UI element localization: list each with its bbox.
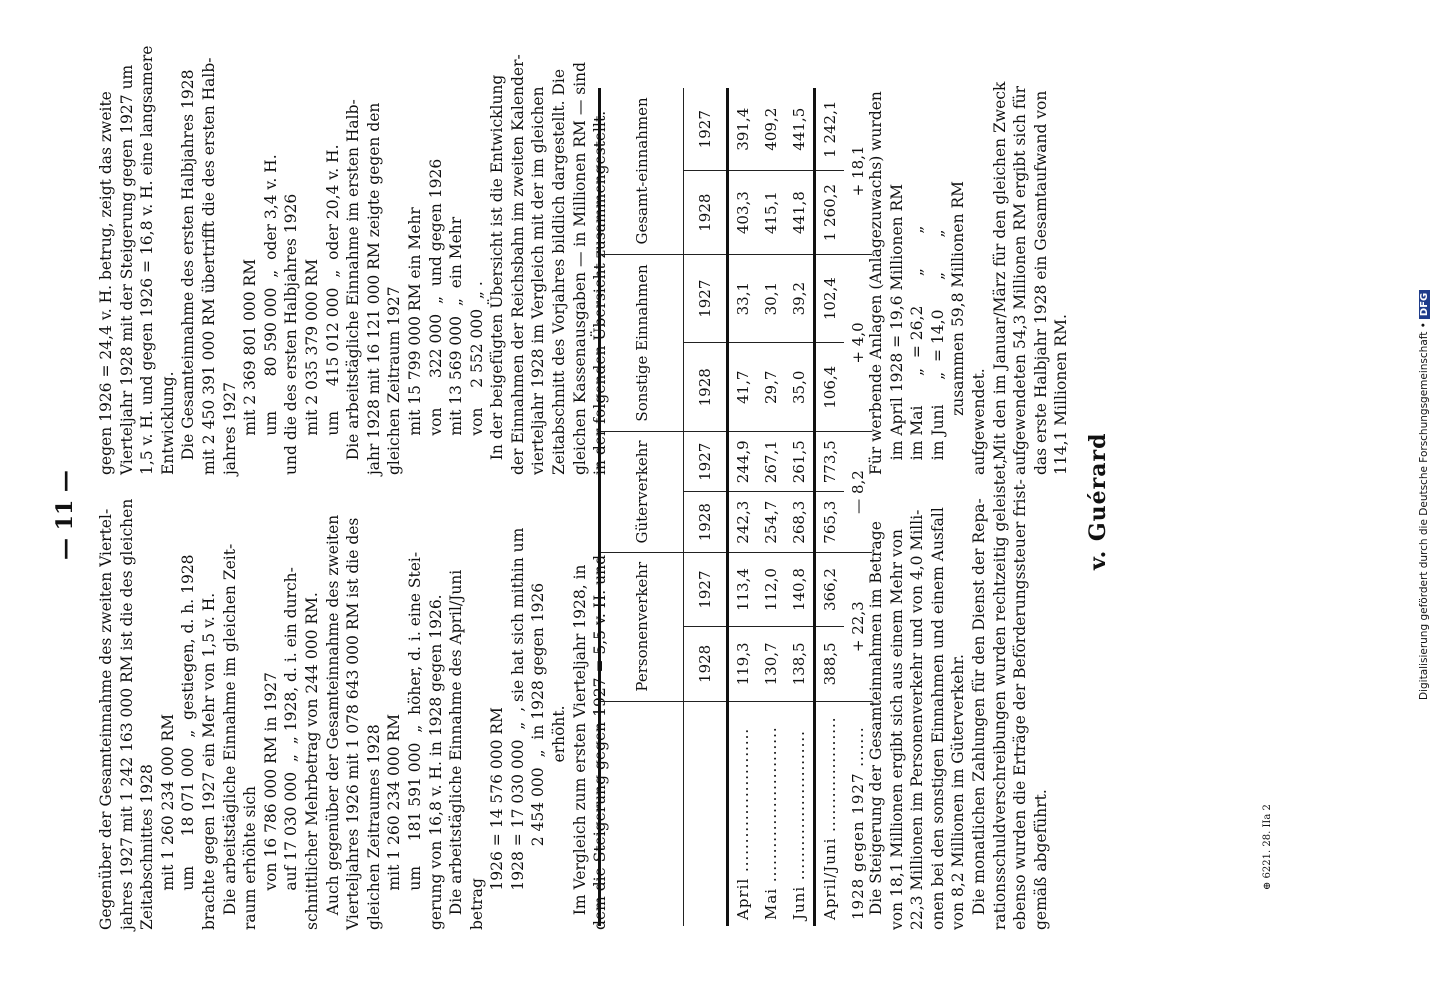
digitization-credit <box>1418 290 1430 700</box>
text-line: Mit den im Januar/März für den gleichen Zweck <box>990 81 1009 475</box>
text-line: erhöht. <box>550 705 569 930</box>
text-line: von 8,2 Millionen im Güterverkehr. <box>949 654 968 930</box>
header-gesamt: Gesamt-einnahmen <box>600 88 684 254</box>
credit-text: Digitalisierung gefördert durch die Deutsche Forschungsgemeinschaft • <box>1418 322 1430 700</box>
text-line: um 181 591 000 „ höher, d. i. eine Stei- <box>405 551 424 930</box>
text-line: und die des ersten Halbjahres 1926 <box>282 193 301 475</box>
text-line: aufgewendet. <box>969 368 988 475</box>
month-rows <box>728 88 815 926</box>
text-line: Die arbeitstägliche Einnahme im ersten Halb- <box>344 99 363 475</box>
text-line: Vierteljahres 1926 mit 1 078 643 000 RM ist die des <box>344 517 363 930</box>
table-cell: 138,5 <box>785 627 815 701</box>
text-line: Auch gegenüber der Gesamteinnahme des zweiten <box>323 514 342 930</box>
text-line: brachte gegen 1927 ein Mehr von 1,5 v. H. <box>199 592 218 930</box>
table-cell: 30,1 <box>757 254 785 343</box>
text-line: Entwicklung. <box>158 371 177 475</box>
row-label: April/Juni .................... <box>821 716 839 920</box>
table-cell: 268,3 <box>785 492 815 552</box>
text-line: von 322 000 „ und gegen 1926 <box>426 158 445 475</box>
text-line: dem die Steigerung gegen 1927 = 5,5 v. H. und <box>591 555 610 930</box>
text-column-2 <box>96 45 611 475</box>
header-personenverkehr: Personenverkehr <box>600 552 684 701</box>
text-line: mit 2 035 379 000 RM <box>302 258 321 475</box>
text-line: 1926 = 14 576 000 RM <box>488 707 507 930</box>
text-line: jahres 1927 <box>220 382 239 475</box>
text-line: gleichen Zeitraumes 1928 <box>364 724 383 930</box>
text-line: gegen 1926 = 24,4 v. H. betrug, zeigt das zweite <box>97 91 115 475</box>
table-cell: 102,4 <box>815 254 845 343</box>
table-cell: 1 242,1 <box>815 88 845 171</box>
text-line: in der folgenden Übersicht zusammengestellt. <box>591 110 610 475</box>
year-header: 1928 <box>684 343 728 432</box>
text-line: jahr 1928 mit 16 121 000 RM zeigte gegen den <box>364 102 383 475</box>
table-cell: 773,5 <box>815 432 845 492</box>
text-line: vierteljahr 1928 im Vergleich mit der im gleichen <box>529 86 548 475</box>
text-line: 1,5 v. H. und gegen 1926 = 16,8 v. H. eine langsamere <box>138 45 157 475</box>
print-code: ⊕ 6221. 28. IIa 2 <box>1262 804 1273 890</box>
table-cell: 112,0 <box>757 552 785 626</box>
table-row-total <box>815 88 845 926</box>
text-line: 2 454 000 „ in 1928 gegen 1926 <box>529 582 548 930</box>
text-line: aufgewendeten 54,3 Millionen RM ergibt sich für <box>1011 85 1030 475</box>
table-cell: 106,4 <box>815 343 845 432</box>
table-cell: + 18,1 <box>844 88 872 254</box>
text-line: 1928 = 17 030 000 „ , sie hat sich mithin um <box>508 527 527 930</box>
table-cell: 441,5 <box>785 88 815 171</box>
text-line: gemäß abgeführt. <box>1031 789 1050 930</box>
text-line: der Einnahmen der Reichsbahn im zweiten Kalender- <box>508 54 527 475</box>
year-header: 1927 <box>684 88 728 171</box>
table-cell: 388,5 <box>815 627 845 701</box>
row-label: Mai ........................... <box>762 726 780 920</box>
text-line: im Juni „ = 14,0 „ „ <box>928 229 947 475</box>
text-line: 114,1 Millionen RM. <box>1052 314 1071 475</box>
table-cell: 33,1 <box>728 254 758 343</box>
text-line: jahres 1927 mit 1 242 163 000 RM ist die des gleichen <box>117 498 136 930</box>
text-column-3 <box>866 458 1051 930</box>
row-label: Juni .......................... <box>785 701 815 926</box>
year-header: 1928 <box>684 492 728 552</box>
text-line: gleichen Zeitraum 1927 <box>385 286 404 475</box>
table-cell: 415,1 <box>757 171 785 254</box>
text-line: im Mai „ = 26,2 „ „ <box>908 225 927 475</box>
text-column-1 <box>96 500 611 930</box>
text-line: Die arbeitstägliche Einnahme des April/Juni <box>447 569 466 930</box>
table-row <box>757 88 785 926</box>
table-cell: 39,2 <box>785 254 815 343</box>
text-line: von 16 786 000 RM in 1927 <box>261 672 280 930</box>
table-row <box>728 88 758 926</box>
table-cell: 254,7 <box>757 492 785 552</box>
table-cell: + 22,3 <box>844 552 872 701</box>
table-cell: 130,7 <box>757 627 785 701</box>
text-line: Vierteljahr 1928 mit der Steigerung gegen 1927 um <box>117 64 136 475</box>
text-line: von 2 552 000 „ . <box>467 281 486 475</box>
text-line: Für werbende Anlagen (Anlagezuwachs) wurden <box>867 91 885 475</box>
table-cell: 242,3 <box>728 492 758 552</box>
text-line: raum erhöhte sich <box>241 785 260 930</box>
text-line: um 415 012 000 „ oder 20,4 v. H. <box>323 144 342 475</box>
table-cell: 409,2 <box>757 88 785 171</box>
header-gueterverkehr: Güterverkehr <box>600 432 684 553</box>
text-line: gerung von 16,8 v. H. in 1928 gegen 1926. <box>426 594 445 930</box>
year-header: 1927 <box>684 552 728 626</box>
text-line: Die arbeitstägliche Einnahme im gleichen Zeit- <box>220 543 239 930</box>
text-line: mit 2 450 391 000 RM übertrifft die des ersten Halb- <box>199 57 218 475</box>
text-line: Die monatlichen Zahlungen für den Dienst der Repa- <box>969 498 988 930</box>
signature: v. Guérard <box>1085 432 1111 570</box>
dfg-logo: DFG <box>1419 290 1430 319</box>
text-line: mit 1 260 234 000 RM <box>385 713 404 930</box>
text-line: Gegenüber der Gesamteinnahme des zweiten Viertel- <box>97 508 115 930</box>
text-line: um 80 590 000 „ oder 3,4 v. H. <box>261 154 280 475</box>
table-cell: 1 260,2 <box>815 171 845 254</box>
text-line: Zeitabschnitt des Vorjahres bildlich dargestellt. Die <box>550 68 569 475</box>
text-line: mit 15 799 000 RM ein Mehr <box>405 207 424 475</box>
text-line: Die Gesamteinnahme des ersten Halbjahres 1928 <box>179 69 198 475</box>
table-cell: 29,7 <box>757 343 785 432</box>
table-cell: 119,3 <box>728 627 758 701</box>
text-line: gleichen Kassenausgaben — in Millionen RM — sind <box>570 61 589 475</box>
text-line: um 18 071 000 „ gestiegen, d. h. 1928 <box>179 554 198 930</box>
table-cell: — 8,2 <box>844 432 872 553</box>
table-cell: 261,5 <box>785 432 815 492</box>
table-cell: 113,4 <box>728 552 758 626</box>
year-header: 1928 <box>684 171 728 254</box>
table-cell: 41,7 <box>728 343 758 432</box>
text-line: 22,3 Millionen im Personenverkehr und von 4,0 Milli- <box>908 509 927 930</box>
text-line: ebenso wurden die Erträge der Beförderungssteuer frist- <box>1011 479 1030 930</box>
text-line: mit 2 369 801 000 RM <box>241 258 260 475</box>
table-cell: 244,9 <box>728 432 758 492</box>
text-column-4 <box>866 45 1072 475</box>
summary-rows <box>815 88 873 926</box>
text-line: mit 1 260 234 000 RM <box>158 713 177 930</box>
table-cell: + 4,0 <box>844 254 872 431</box>
row-label: April ......................... <box>734 727 752 920</box>
text-line: rationsschuldverschreibungen wurden rechtzeitig geleistet, <box>990 458 1009 930</box>
text-line: onen bei den sonstigen Einnahmen und einem Ausfall <box>928 507 947 930</box>
text-line: In der beigefügten Übersicht ist die Entwicklung <box>488 74 507 475</box>
table-cell: 366,2 <box>815 552 845 626</box>
text-line: Zeitabschnittes 1928 <box>138 764 157 930</box>
year-header: 1928 <box>684 627 728 701</box>
table-cell: 140,8 <box>785 552 815 626</box>
table-cell: 765,3 <box>815 492 845 552</box>
page-number: — 11 — <box>52 470 78 560</box>
row-label: 1928 gegen 1927 ....... <box>849 726 867 920</box>
text-line: betrag <box>467 878 486 930</box>
text-line: auf 17 030 000 „ „ 1928, d. i. ein durch- <box>282 567 301 930</box>
revenue-table <box>598 88 872 926</box>
text-line: schnittlicher Mehrbetrag von 244 000 RM. <box>302 592 321 930</box>
text-line: von 18,1 Millionen ergibt sich aus einem Mehr von <box>887 528 906 930</box>
text-line: zusammen 59,8 Millionen RM <box>949 180 968 475</box>
table-row <box>785 88 815 926</box>
table-corner-2 <box>684 701 728 926</box>
year-header: 1927 <box>684 432 728 492</box>
table-cell: 35,0 <box>785 343 815 432</box>
table-cell: 267,1 <box>757 432 785 492</box>
header-sonstige: Sonstige Einnahmen <box>600 254 684 431</box>
year-header: 1927 <box>684 254 728 343</box>
text-line: im April 1928 = 19,6 Millionen RM <box>887 183 906 475</box>
text-line: Die Steigerung der Gesamteinnahmen im Betrage <box>867 521 885 930</box>
table-cell: 441,8 <box>785 171 815 254</box>
table-cell: 391,4 <box>728 88 758 171</box>
table-corner <box>600 701 684 926</box>
text-line: mit 13 569 000 „ ein Mehr <box>447 216 466 475</box>
text-line: Im Vergleich zum ersten Vierteljahr 1928, in <box>570 564 589 930</box>
text-line: das erste Halbjahr 1928 ein Gesamtaufwand von <box>1031 90 1050 475</box>
table-cell: 403,3 <box>728 171 758 254</box>
